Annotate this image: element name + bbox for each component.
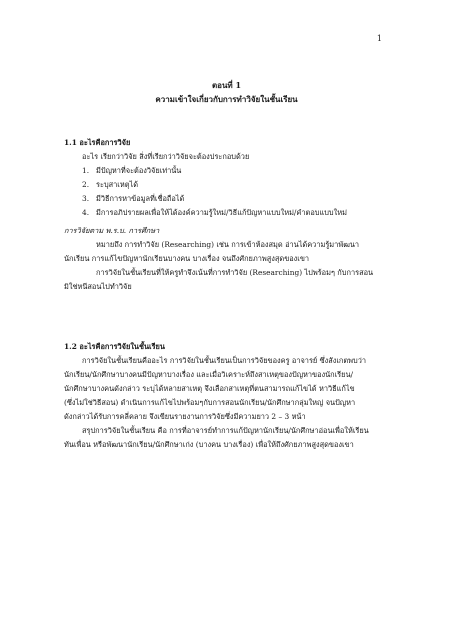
definition-label: การวิจัยตาม พ.ร.บ. การศึกษา (64, 226, 160, 235)
list-number: 1. (82, 166, 90, 175)
list-text: มีปัญหาที่จะต้องวิจัยเท่านั้น (96, 166, 182, 175)
paragraph: อะไร เรียกว่าวิจัย สิ่งที่เรียกว่าวิจัยจะต้องประกอบด้วย (82, 152, 250, 161)
list-item (64, 192, 392, 206)
list-text: มีวิธีการหาข้อมูลที่เชื่อถือได้ (96, 194, 185, 203)
section-1-2 (64, 340, 392, 452)
definition-block (64, 224, 392, 294)
list-item (64, 206, 392, 220)
paragraph: การวิจัยในชั้นเรียนคืออะไร การวิจัยในชั้นเรียนเป็นการวิจัยของครู อาจารย์ ซึ่งสังเกตพบว่า (82, 356, 367, 365)
section-1-1 (64, 136, 392, 220)
chapter-title: ตอนที่ 1 (211, 80, 242, 90)
chapter-heading (0, 78, 453, 106)
paragraph: หมายถึง การทำวิจัย (Researching) เช่น การเข้าห้องสมุด อ่านได้ความรู้มาพัฒนา (96, 240, 360, 249)
paragraph: นักศึกษาบางคนดังกล่าว ระบุได้หลายสาเหตุ จึงเลือกสาเหตุที่ตนสามารถแก้ไขได้ หาวิธีแก้ไข (64, 384, 355, 393)
paragraph: (ซึ่งไม่ใช่วิธีสอน) ดำเนินการแก้ไขไปพร้อมๆกับการสอนนักเรียน/นักศึกษากลุ่มใหญ่ จนปัญหา (64, 398, 356, 407)
list-item (64, 178, 392, 192)
paragraph: ทันเพื่อน หรือพัฒนานักเรียน/นักศึกษาเก่ง (บางคน บางเรื่อง) เพื่อให้ถึงศักยภาพสูงสุดของเขา (64, 440, 354, 449)
section-heading: 1.2 อะไรคือการวิจัยในชั้นเรียน (64, 342, 165, 351)
section-heading: 1.1 อะไรคือการวิจัย (64, 138, 131, 147)
paragraph: นักเรียน การแก้ไขปัญหานักเรียนบางคน บางเรื่อง จนถึงศักยภาพสูงสุดของเขา (64, 254, 310, 263)
paragraph: มิใช่หนีสอนไปทำวิจัย (64, 282, 132, 291)
list-text: มีการอภิปรายผลเพื่อให้ได้องค์ความรู้ใหม่/วิธีแก้ปัญหาแบบใหม่/คำตอบแบบใหม่ (96, 208, 347, 217)
chapter-subtitle: ความเข้าใจเกี่ยวกับการทำวิจัยในชั้นเรียน (155, 94, 298, 104)
page-number: 1 (376, 34, 382, 43)
list-item (64, 164, 392, 178)
list-number: 2. (82, 180, 90, 189)
paragraph: ดังกล่าวได้รับการคลี่คลาย จึงเขียนรายงานการวิจัยซึ่งมีความยาว 2 – 3 หน้า (64, 412, 306, 421)
list-text: ระบุสาเหตุได้ (96, 180, 139, 189)
paragraph: สรุปการวิจัยในชั้นเรียน คือ การที่อาจารย์ทำการแก้ปัญหานักเรียน/นักศึกษาอ่อนเพื่อให้เรียน (82, 426, 369, 435)
list-number: 3. (82, 194, 90, 203)
list-number: 4. (82, 208, 90, 217)
paragraph: การวิจัยในชั้นเรียนที่ให้ครูทำจึงเน้นที่การทำวิจัย (Researching) ไปพร้อมๆ กับการสอน (96, 268, 374, 277)
paragraph: นักเรียน/นักศึกษาบางคนมีปัญหาบางเรื่อง และเมื่อวิเคราะห์ถึงสาเหตุของปัญหาของนักเรียน/ (64, 370, 354, 379)
